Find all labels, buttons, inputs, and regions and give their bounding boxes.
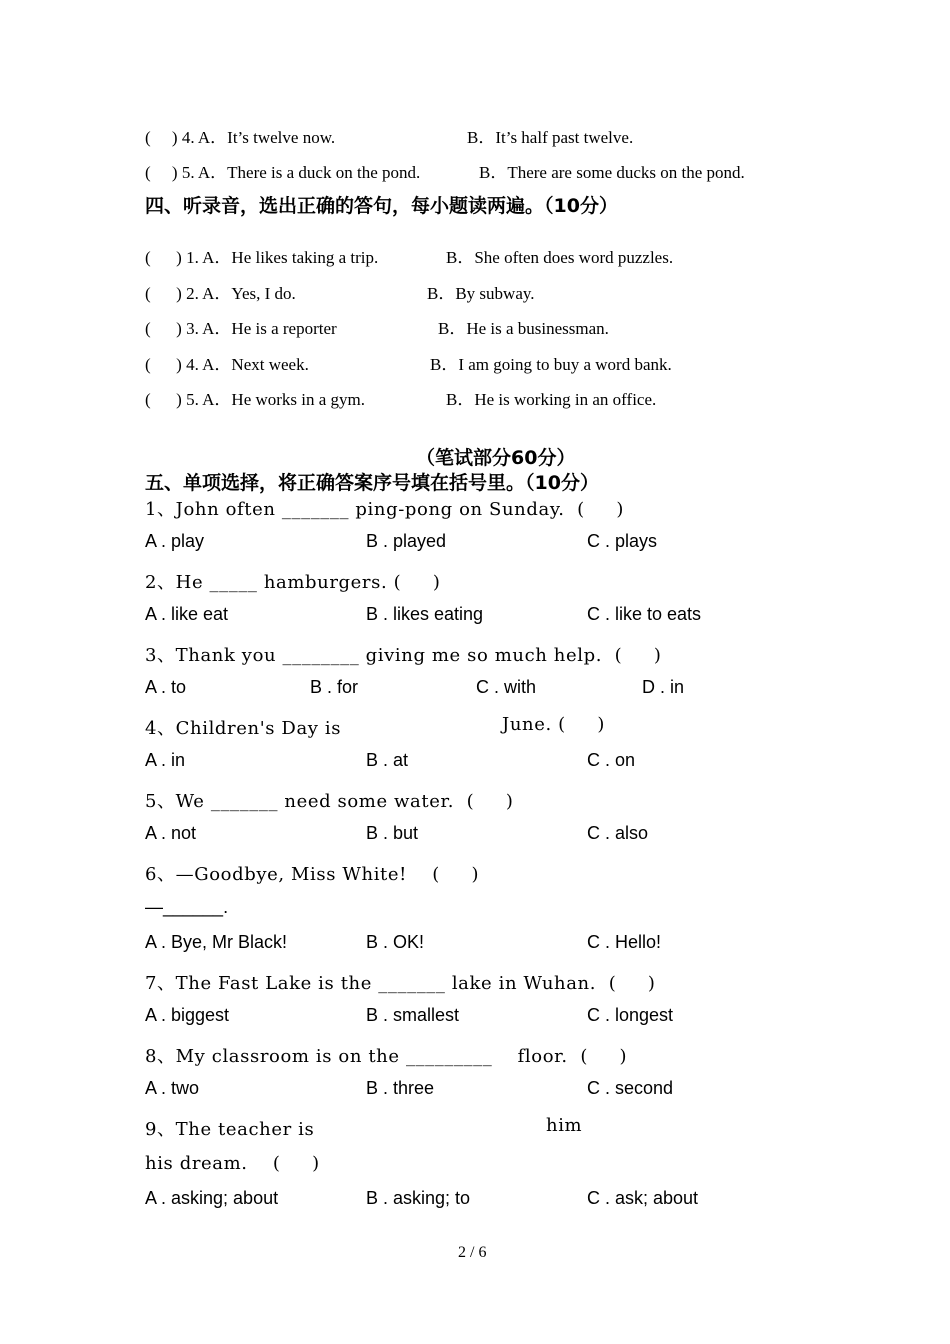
section4-item-2-left: ( ) 2. A．Yes, I do.	[145, 284, 296, 303]
question-2-option-b: B . likes eating	[366, 604, 484, 624]
section4-item-1-left: ( ) 1. A．He likes taking a trip.	[145, 248, 379, 267]
question-8-option-c: C . second	[587, 1078, 674, 1098]
question-6-option-c: C . Hello!	[587, 932, 662, 952]
question-1-stem: 1、John often _______ ping-pong on Sunday. ( )	[145, 499, 625, 520]
question-9-stem-line2: his dream. ( )	[145, 1153, 320, 1174]
question-7-stem: 7、The Fast Lake is the _______ lake in Wuhan. ( )	[145, 973, 656, 994]
question-9-option-a: A . asking; about	[145, 1188, 279, 1208]
section4-item-5-left: ( ) 5. A．He works in a gym.	[145, 390, 366, 409]
question-7-option-b: B . smallest	[366, 1005, 460, 1025]
question-3-stem: 3、Thank you ________ giving me so much help. ( )	[145, 645, 662, 666]
question-9-option-b: B . asking; to	[366, 1188, 471, 1208]
written-part-header: （笔试部分60分）	[416, 447, 576, 469]
section4-item-5-right: B．He is working in an office.	[446, 390, 657, 409]
question-5-option-c: C . also	[587, 823, 649, 843]
question-2-option-c: C . like to eats	[587, 604, 702, 624]
question-3-option-b: B . for	[310, 677, 359, 697]
listening3-item-4-left: ( ) 4. A．It’s twelve now.	[145, 128, 336, 147]
question-2-option-a: A . like eat	[145, 604, 229, 624]
question-6-stem: 6、—Goodbye, Miss White! ( )	[145, 864, 480, 885]
question-8-option-a: A . two	[145, 1078, 200, 1098]
listening3-item-5-right: B．There are some ducks on the pond.	[479, 163, 745, 182]
question-4-stem-right: June. ( )	[502, 714, 605, 735]
question-5-stem: 5、We _______ need some water. ( )	[145, 791, 514, 812]
question-4-option-c: C . on	[587, 750, 636, 770]
section4-item-2-right: B．By subway.	[427, 284, 535, 303]
section5-title: 五、单项选择，将正确答案序号填在括号里。（10分）	[145, 472, 599, 494]
question-8-stem: 8、My classroom is on the _________ floor. ( )	[145, 1046, 628, 1067]
question-3-option-c: C . with	[476, 677, 537, 697]
question-4-stem-left: 4、Children's Day is	[145, 718, 342, 739]
listening3-item-5-left: ( ) 5. A．There is a duck on the pond.	[145, 163, 421, 182]
question-4-option-b: B . at	[366, 750, 409, 770]
question-3-option-d: D . in	[642, 677, 685, 697]
question-7-option-c: C . longest	[587, 1005, 674, 1025]
question-1-option-a: A . play	[145, 531, 205, 551]
question-1-option-c: C . plays	[587, 531, 658, 551]
section4-title: 四、听录音，选出正确的答句，每小题读两遍。（10分）	[145, 195, 618, 217]
listening3-item-4-right: B．It’s half past twelve.	[467, 128, 634, 147]
section4-item-4-right: B．I am going to buy a word bank.	[430, 355, 672, 374]
question-5-option-a: A . not	[145, 823, 197, 843]
section4-item-3-right: B．He is a businessman.	[438, 319, 609, 338]
page-number: 2 / 6	[458, 1244, 487, 1261]
question-6-option-a: A . Bye, Mr Black!	[145, 932, 288, 952]
question-6-option-b: B . OK!	[366, 932, 425, 952]
question-7-option-a: A . biggest	[145, 1005, 230, 1025]
question-1-option-b: B . played	[366, 531, 447, 551]
question-3-option-a: A . to	[145, 677, 187, 697]
question-4-option-a: A . in	[145, 750, 186, 770]
question-5-option-b: B . but	[366, 823, 419, 843]
question-2-stem: 2、He _____ hamburgers. ( )	[145, 572, 441, 593]
question-8-option-b: B . three	[366, 1078, 435, 1098]
section4-item-3-left: ( ) 3. A．He is a reporter	[145, 319, 337, 338]
section4-item-4-left: ( ) 4. A．Next week.	[145, 355, 309, 374]
question-9-stem-right: him	[546, 1115, 583, 1136]
question-9-stem-left: 9、The teacher is	[145, 1119, 315, 1140]
section4-item-1-right: B．She often does word puzzles.	[446, 248, 674, 267]
question-9-option-c: C . ask; about	[587, 1188, 699, 1208]
question-6-response-line: —______.	[145, 897, 229, 917]
